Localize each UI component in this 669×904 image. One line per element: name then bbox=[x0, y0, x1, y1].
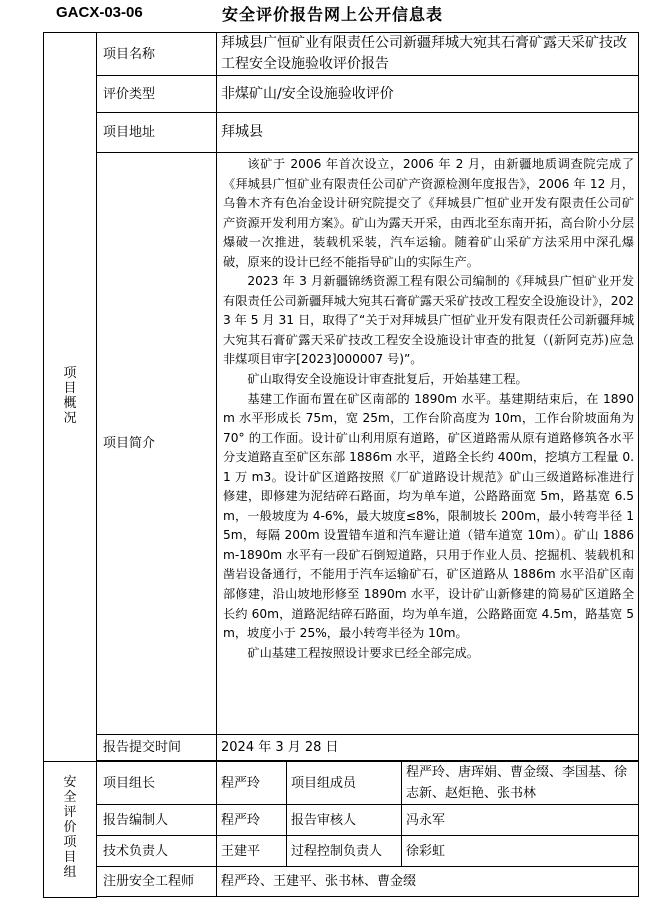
row-leader bbox=[44, 762, 639, 805]
row-intro bbox=[44, 153, 639, 735]
reviewer-label: 报告审核人 bbox=[287, 805, 402, 836]
intro-paragraph-5: 矿山基建工程按照设计要求已经全部完成。 bbox=[247, 645, 479, 660]
members-value: 程严玲、唐珲娟、曹金缀、李国基、徐志新、赵炬艳、张书林 bbox=[402, 762, 639, 805]
section-overview bbox=[44, 33, 97, 762]
address-label: 项目地址 bbox=[97, 113, 217, 153]
row-team-end bbox=[44, 897, 639, 898]
eval-type-value: 非煤矿山/安全设施验收评价 bbox=[217, 76, 639, 113]
row-eval-type bbox=[44, 76, 639, 113]
section-overview-label: 项目概况 bbox=[63, 365, 77, 426]
tech-value: 王建平 bbox=[217, 836, 287, 867]
submit-date-value: 2024 年 3 月 28 日 bbox=[217, 735, 639, 761]
spacer-end bbox=[97, 897, 639, 898]
submit-date-label: 报告提交时间 bbox=[97, 735, 217, 761]
project-name-value: 拜城县广恒矿业有限责任公司新疆拜城大宛其石膏矿露天采矿技改工程安全设施验收评价报告 bbox=[217, 33, 639, 76]
intro-paragraph-3: 矿山取得安全设施设计审查批复后，开始基建工程。 bbox=[247, 372, 528, 387]
leader-value: 程严玲 bbox=[217, 762, 287, 805]
intro-paragraph-1: 该矿于 2006 年首次设立，2006 年 2 月，由新疆地质调查院完成了《拜城县广恒矿业有限责任公司矿产资源检测年度报告》，2006 年 12 月，乌鲁木齐有色冶金设计研究院提交了《拜城县广恒矿业开发有限责任公司矿产资源开发利用方案》。矿山为露天开采，由西北至东南开拓，高台阶小分层爆破一次推进，装载机采装，汽车运输。随着矿山采矿方法采用中深孔爆破，原来的设计已经不能指导矿山的实际生产。 bbox=[223, 157, 635, 269]
reviewer-value: 冯永军 bbox=[402, 805, 639, 836]
process-value: 徐彩虹 bbox=[402, 836, 639, 867]
page-title: 安全评价报告网上公开信息表 bbox=[222, 5, 444, 24]
intro-paragraph-2: 2023 年 3 月新疆锦绣资源工程有限公司编制的《拜城县广恒矿业开发有限责任公司新疆拜城大宛其石膏矿露天采矿技改工程安全设施设计》，2023 年 5 月 31 日，取得了“关于对拜城县广恒矿业开发有限责任公司新疆拜城大宛其石膏矿露天采矿技改工程安全设施设计审查的批复（(新阿克苏)应急非煤项目审字[2023]000007 号)”。 bbox=[223, 274, 635, 367]
section-team bbox=[44, 762, 97, 898]
row-submit-date bbox=[44, 735, 639, 761]
tech-label: 技术负责人 bbox=[97, 836, 217, 867]
project-name-label: 项目名称 bbox=[97, 33, 217, 76]
address-value: 拜城县 bbox=[217, 113, 639, 153]
intro-paragraph-4: 基建工作面布置在矿区南部的 1890m 水平。基建期结束后，在 1890m 水平形成长 75m，宽 25m，工作台阶高度为 10m，工作台阶坡面角为 70° 的工作面。设计矿山利用原有道路，矿区道路需从原有道路修筑各水平分支道路直至矿区东部 1886m 水平，道路全长约 400m，挖填方工程量 0.1 万 m3。设计矿区道路按照《厂矿道路设计规范》矿山三级道路标准进行修建，即修建为泥结碎石路面，均为单车道，公路路面宽 5m，路基宽 6.5m，一般坡度为 4-6%，最大坡度≤8%，限制坡长 200m，最小转弯半径 15m，每隔 200m 设置错车道和汽车避让道（错车道宽 10m）。矿山 1886m-1890m 水平有一段矿石倒短道路，只用于作业人员、挖掘机、装载机和凿岩设备通行，不能用于汽车运输矿石，矿区道路从 1886m 水平沿矿区南部修建，沿山坡地形修至 1890m 水平，设计矿山新修建的简易矿区道路全长约 60m，道路泥结碎石路面，均为单车道，公路路面宽 4.5m，路基宽 5m，坡度小于 25%，最小转弯半径为 10m。 bbox=[223, 391, 635, 641]
row-author bbox=[44, 805, 639, 836]
engineers-value: 程严玲、王建平、张书林、曹金缀 bbox=[217, 867, 639, 897]
leader-label: 项目组长 bbox=[97, 762, 217, 805]
author-value: 程严玲 bbox=[217, 805, 287, 836]
section-team-label: 安全评价项目组 bbox=[63, 775, 77, 881]
row-tech bbox=[44, 836, 639, 867]
eval-type-label: 评价类型 bbox=[97, 76, 217, 113]
row-engineers bbox=[44, 867, 639, 897]
members-label: 项目组成员 bbox=[287, 762, 402, 805]
process-label: 过程控制负责人 bbox=[287, 836, 402, 867]
info-table bbox=[43, 32, 639, 898]
intro-label: 项目简介 bbox=[97, 153, 217, 735]
form-code: GACX-03-06 bbox=[56, 4, 143, 21]
author-label: 报告编制人 bbox=[97, 805, 217, 836]
intro-text bbox=[217, 153, 639, 735]
row-address bbox=[44, 113, 639, 153]
row-project-name bbox=[44, 33, 639, 76]
engineers-label: 注册安全工程师 bbox=[97, 867, 217, 897]
